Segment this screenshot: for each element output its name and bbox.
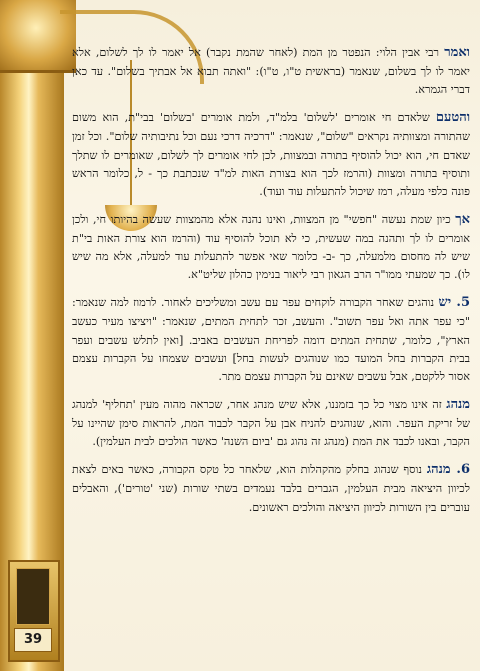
- paragraph-text: נוסף שנהוג בחלק מהקהלות הוא, שלאחר כל טקס הקבורה, כאשר באים לצאת לכיוון היציאה מבית העלמין, הגברים בלבד נעמדים בשתי שורות (שני 'טורים'), והאבלים עוברים בין השורות לכיוון היציאה והולכים ראשונים.: [72, 463, 470, 514]
- main-text: [72, 42, 470, 662]
- paragraph-text: נוהגים שאחר הקבורה לוקחים עפר עם עשב ומשליכים לאחור. לרמוז למה שנאמר: "כי עפר אתה ואל עפר תשוב". והעשב, זכר לתחית המתים, שנאמר: "ויציצו מעיר כעשב הארץ", כלומר, שתחית המתים דומה לפריחת העשבים באביב. [ואין לתלש עשבים ועפר בבית הקברות בחל המועד כמו שנוהגים לעשות בחל] ועשבים שצמחו על הקברות עצמם אסור ללקטם, אבל עשבים שאינם על הקברות עצמם מתר.: [72, 296, 470, 383]
- paragraph-text: זה אינו מצוי כל כך בזמננו, אלא שיש מנהג אחר, שכראה מהוה מעין 'תחליף' למנהג של זריקת העפר. והוא, שנוהגים להניח אבן על הקבר לכבוד המת, להראות סימן שהיינו על הקבר, ובאנו לכבד את המת (מנהג זה נהוג גם 'ביום השנה' כאשר הולכים לבית העלמין).: [72, 398, 470, 449]
- paragraph: [72, 292, 470, 386]
- paragraph: [72, 107, 470, 201]
- paragraph-lead-word: 5. יש: [438, 295, 470, 311]
- paragraph-lead-word: והטעם: [435, 110, 471, 126]
- paragraph-lead-word: אך: [455, 211, 470, 227]
- paragraph: [72, 394, 470, 451]
- plinth-ornament: [16, 568, 50, 625]
- page-number: 39: [14, 628, 52, 652]
- paragraph: [72, 209, 470, 284]
- paragraph-lead-word: ואמר: [444, 45, 470, 60]
- paragraph-lead-word: מנהג: [446, 397, 470, 413]
- paragraph-text: שלאדם חי אומרים 'לשלום' בלמ"ד, ולמת אומרים 'בשלום' בבי"ת, הוא משום שהתורה ומצוותיה נקראים "שלום", שנאמר: "דרכיה דרכי נעם וכל נתיבותיה שלום". וכל זמן שאדם חי, הוא יכול להוסיף בתורה ובמצוות, לכן לחי אומרים לך לשלום, שאומרים לו שתלך ותוסיף בתורה ומצוות (והרמז לכך הוא בצורת האות למ"ד שנכתבת כך - ל, כלומר הראש פונה כלפי מעלה, רמז שיכול להתעלות עוד ועוד).: [72, 111, 470, 198]
- paragraph-text: כיון שמת נעשה "חפשי" מן המצוות, ואינו נהנה אלא מהמצוות שעשה בהיותו חי, ולכן אומרים לו לך ותהנה במה שעשית, כי לא תוכל להוסיף עוד (והרמז הוא צורת האות בי"ת שיש לה מחסום מלמעלה, כך -ב- כלומר שאי אפשר להתעלות עוד למעלה, אלא מה שיש לו). כך שמעתי ממו"ר הרב הגאון רבי ליאור בנימין כהלון שליט"א.: [72, 212, 470, 282]
- paragraph-lead-word: 6. מנהג: [426, 462, 470, 478]
- paragraph-text: רבי אבין הלוי: הנפטר מן המת (לאחר שהמת נקבר) אל יאמר לו לך לשלום, אלא יאמר לו לך בשלום, שנאמר (בראשית ט"ו, ט"ו): "ואתה תבוא אל אבתיך בשלום". עד כאן דברי הגמרא.: [72, 46, 470, 97]
- paragraph: [72, 42, 470, 99]
- paragraph: [72, 459, 470, 516]
